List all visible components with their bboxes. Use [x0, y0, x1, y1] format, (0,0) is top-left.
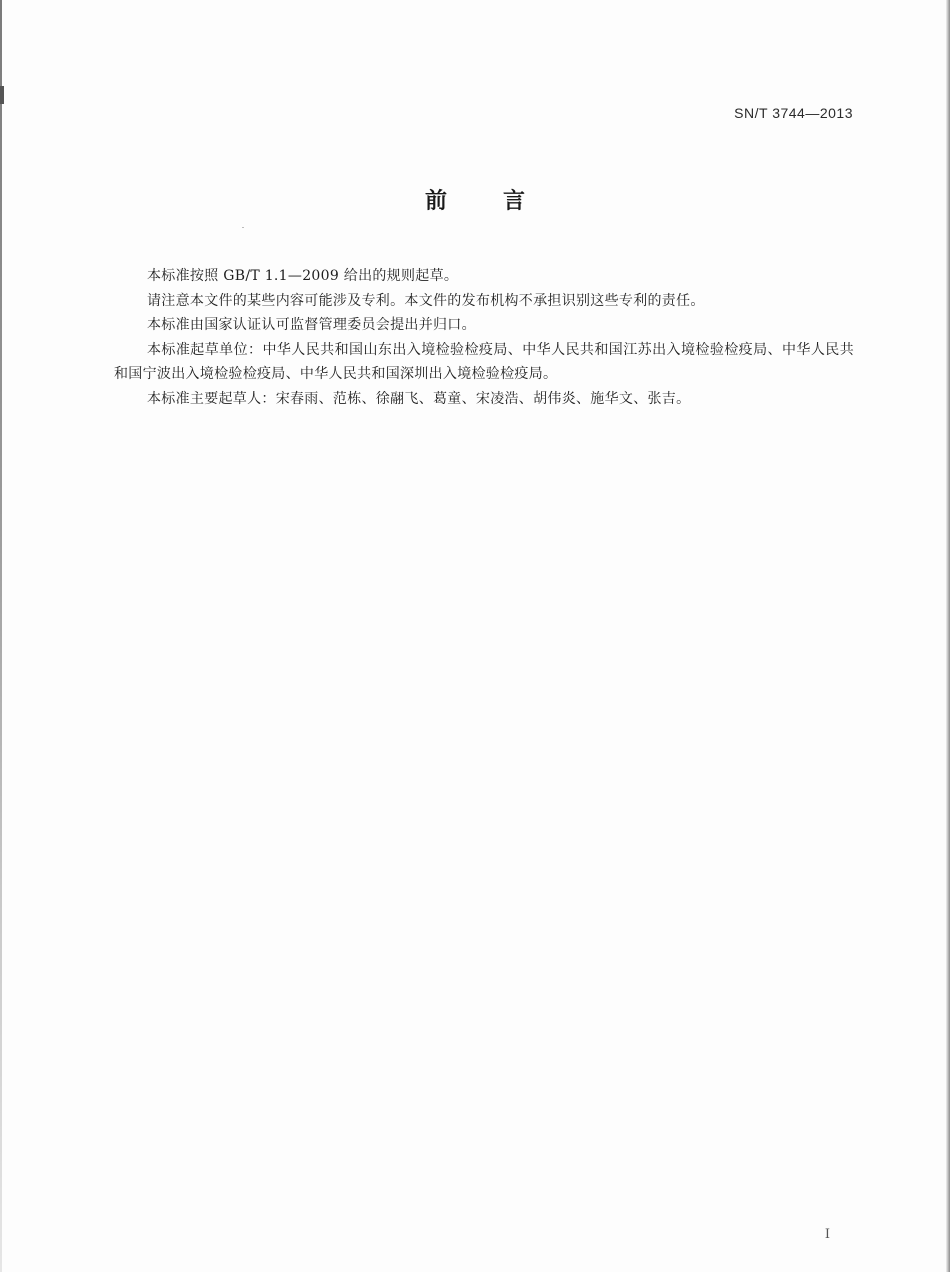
paragraph-proposer: 本标准由国家认证认可监督管理委员会提出并归口。: [147, 317, 476, 333]
standard-code: SN/T 3744—2013: [734, 105, 853, 121]
paragraph-patent-notice: 请注意本文件的某些内容可能涉及专利。本文件的发布机构不承担识别这些专利的责任。: [147, 292, 705, 309]
page-title: 前言: [424, 189, 581, 214]
paragraph-drafters: 本标准主要起草人：宋春雨、范栋、徐翮飞、葛童、宋凌浩、胡伟炎、施华文、张吉。: [147, 390, 691, 407]
paragraph-drafting-units: 本标准起草单位：中华人民共和国山东出入境检验检疫局、中华人民共和国江苏出入境检验检疫局、中华人民共和国宁波出入境检验检疫局、中华人民共和国深圳出入境检验检疫局。: [114, 341, 854, 382]
paragraph-drafting-rules: 本标准按照 GB/T 1.1—2009 给出的规则起草。: [147, 268, 459, 284]
foreword-body: [114, 264, 854, 411]
page-number: I: [824, 1227, 830, 1242]
scan-speck: [242, 227, 244, 228]
scan-edge-mark: [0, 86, 4, 104]
